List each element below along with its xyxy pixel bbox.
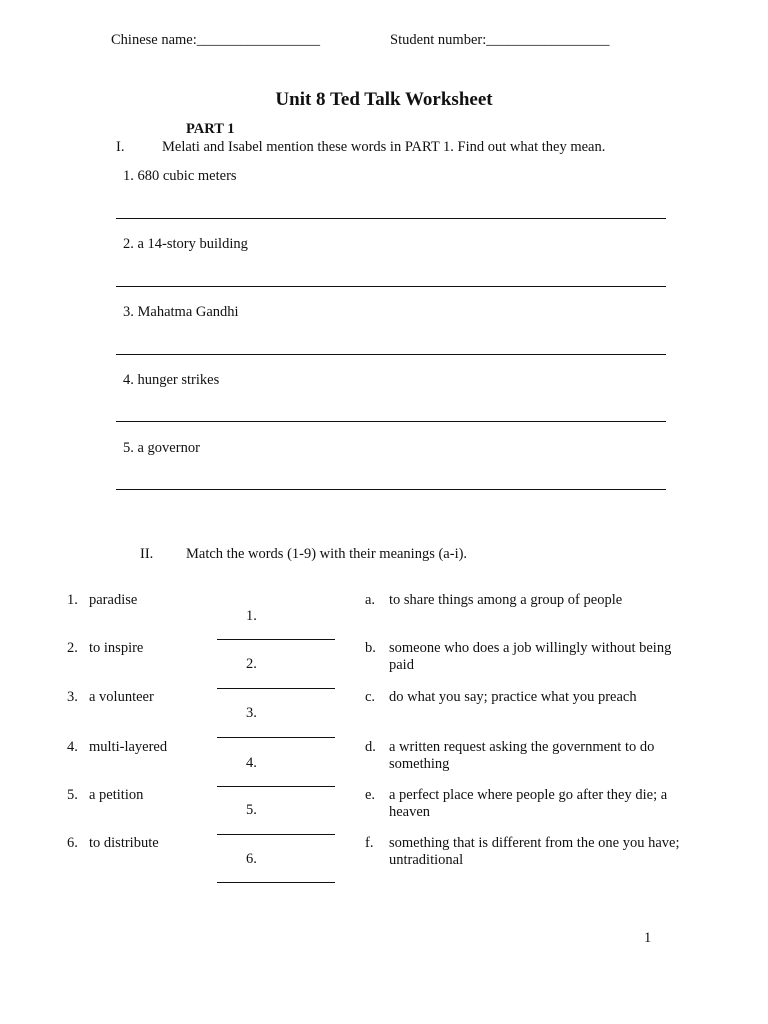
- section1-instruction: Melati and Isabel mention these words in PART 1. Find out what they mean.: [162, 139, 606, 155]
- meaning-text-continued: something: [389, 756, 450, 772]
- meaning-letter: f.: [365, 835, 374, 851]
- list-item: 2. a 14-story building: [123, 236, 248, 252]
- list-item: 1. 680 cubic meters: [123, 168, 237, 184]
- meaning-text: someone who does a job willingly without being: [389, 640, 672, 656]
- meaning-text: to share things among a group of people: [389, 592, 623, 608]
- match-word: paradise: [89, 592, 138, 608]
- meaning-letter: a.: [365, 592, 376, 608]
- answer-number: 5.: [246, 802, 257, 818]
- answer-number: 4.: [246, 755, 257, 771]
- meaning-text: a perfect place where people go after they die; a: [389, 787, 668, 803]
- list-item: 3. Mahatma Gandhi: [123, 304, 239, 320]
- match-word: a volunteer: [89, 689, 154, 705]
- answer-line[interactable]: [217, 639, 335, 640]
- answer-line[interactable]: [116, 489, 666, 490]
- meaning-text: something that is different from the one you have;: [389, 835, 680, 851]
- answer-number: 3.: [246, 705, 257, 721]
- meaning-letter: c.: [365, 689, 376, 705]
- answer-line[interactable]: [116, 218, 666, 219]
- answer-line[interactable]: [116, 354, 666, 355]
- meaning-text-continued: untraditional: [389, 852, 464, 868]
- answer-line[interactable]: [217, 688, 335, 689]
- meaning-text: do what you say; practice what you preach: [389, 689, 637, 705]
- word-number: 3.: [67, 689, 78, 705]
- meaning-text: a written request asking the government to do: [389, 739, 655, 755]
- part-label: PART 1: [186, 121, 235, 137]
- student-number-field: Student number:_________________: [390, 32, 610, 48]
- match-word: a petition: [89, 787, 144, 803]
- section2-instruction: Match the words (1-9) with their meanings (a-i).: [186, 546, 468, 562]
- word-number: 1.: [67, 592, 78, 608]
- meaning-letter: b.: [365, 640, 376, 656]
- meaning-text-continued: paid: [389, 657, 414, 673]
- word-number: 4.: [67, 739, 78, 755]
- match-word: multi-layered: [89, 739, 168, 755]
- answer-line[interactable]: [116, 286, 666, 287]
- section1-numeral: I.: [116, 139, 125, 155]
- section2-numeral: II.: [140, 546, 154, 562]
- answer-line[interactable]: [217, 882, 335, 883]
- list-item: 4. hunger strikes: [123, 372, 220, 388]
- match-word: to distribute: [89, 835, 159, 851]
- meaning-letter: e.: [365, 787, 376, 803]
- meaning-text-continued: heaven: [389, 804, 431, 820]
- match-word: to inspire: [89, 640, 144, 656]
- answer-line[interactable]: [217, 834, 335, 835]
- chinese-name-field: Chinese name:_________________: [111, 32, 321, 48]
- answer-number: 2.: [246, 656, 257, 672]
- answer-line[interactable]: [217, 737, 335, 738]
- answer-line[interactable]: [116, 421, 666, 422]
- word-number: 2.: [67, 640, 78, 656]
- page-title: Unit 8 Ted Talk Worksheet: [275, 89, 493, 110]
- answer-line[interactable]: [217, 786, 335, 787]
- answer-number: 6.: [246, 851, 257, 867]
- list-item: 5. a governor: [123, 440, 200, 456]
- page-number: 1: [644, 930, 652, 946]
- answer-number: 1.: [246, 608, 257, 624]
- word-number: 6.: [67, 835, 78, 851]
- word-number: 5.: [67, 787, 78, 803]
- meaning-letter: d.: [365, 739, 376, 755]
